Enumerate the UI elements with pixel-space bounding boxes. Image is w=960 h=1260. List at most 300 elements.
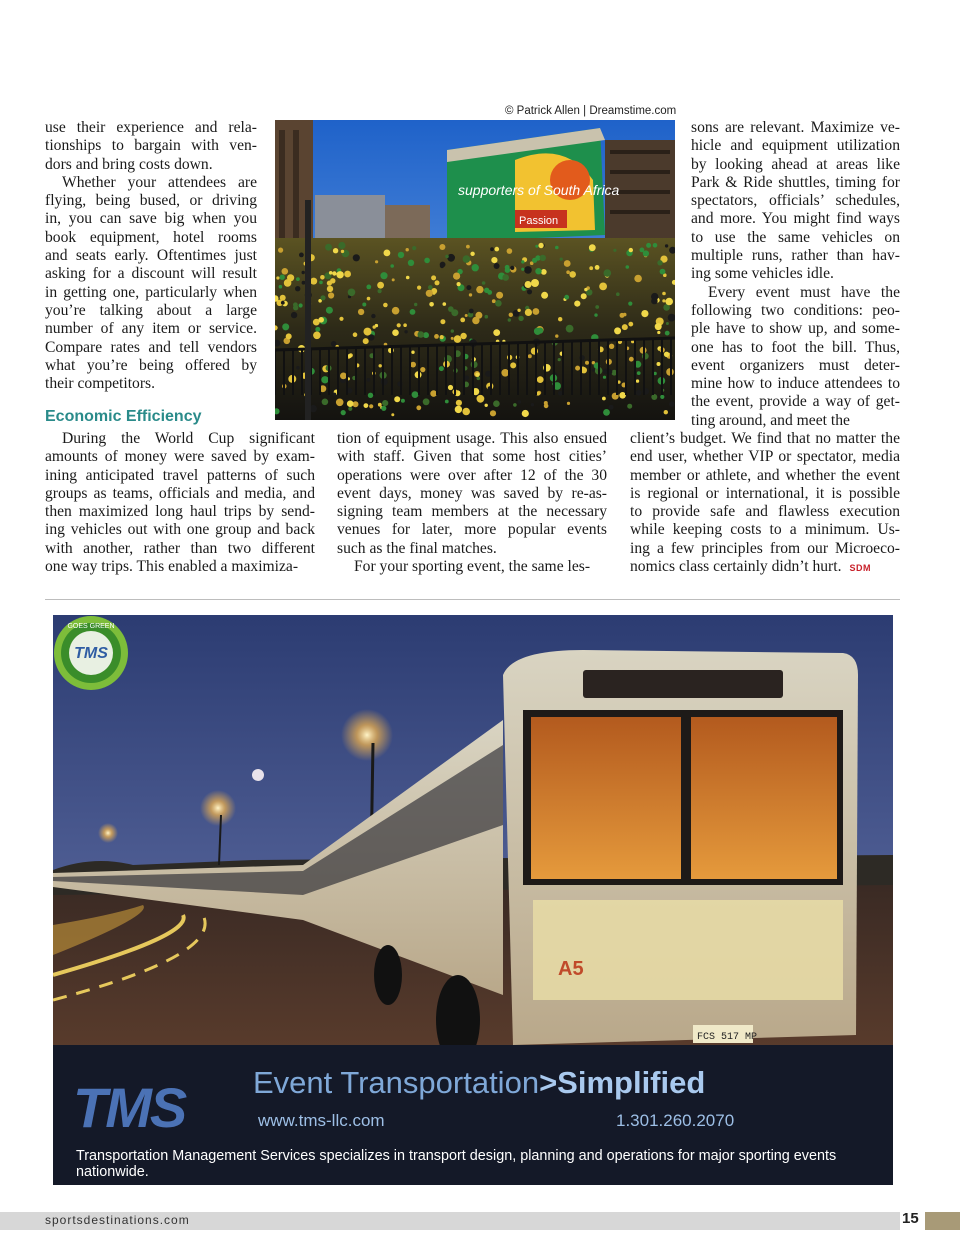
crowd-dot xyxy=(379,364,382,367)
crowd-dot xyxy=(665,298,673,306)
crowd-dot xyxy=(328,292,334,298)
text-line: in getting one, particularly when xyxy=(45,283,257,301)
col1-para3 xyxy=(45,430,315,576)
crowd-dot xyxy=(445,255,449,259)
crowd-dot xyxy=(463,255,471,263)
crowd-dot xyxy=(440,335,444,339)
billboard-text: supporters of South Africa xyxy=(458,182,620,198)
crowd-dot xyxy=(655,323,662,330)
crowd-dot xyxy=(404,330,407,333)
tms-logo: TMS xyxy=(73,1076,186,1139)
text-line: such as the final matches. xyxy=(337,539,497,557)
crowd-dot xyxy=(603,376,606,379)
crowd-dot xyxy=(628,322,633,327)
crowd-dot xyxy=(643,250,649,256)
crowd-dot xyxy=(291,312,297,318)
crowd-dot xyxy=(369,404,373,408)
text-line: use their experience and rela- xyxy=(45,119,257,136)
crowd-dot xyxy=(443,302,447,306)
crowd-dot xyxy=(371,314,375,318)
svg-text:TMS: TMS xyxy=(74,645,108,662)
crowd-dot xyxy=(320,275,325,280)
crowd-dot xyxy=(604,269,612,277)
ad-description: Transportation Management Services specializes in transport design, planning and operations for major sporting events nationwide. xyxy=(76,1148,837,1180)
text-line: signing team members at the necessary xyxy=(337,503,607,521)
text-line: member or athlete, and whether the event xyxy=(630,466,900,484)
crowd-dot xyxy=(366,285,371,290)
crowd-dot xyxy=(477,377,481,381)
crowd-dot xyxy=(313,332,321,340)
crowd-dot xyxy=(403,323,407,327)
crowd-dot xyxy=(495,247,500,252)
crowd-dot xyxy=(319,281,323,285)
crowd-dot xyxy=(616,292,620,296)
text-line: following two conditions: peo- xyxy=(691,301,900,319)
crowd-dot xyxy=(574,301,580,307)
crowd-dot xyxy=(286,333,292,339)
crowd-dot xyxy=(609,405,614,410)
crowd-dot xyxy=(660,395,664,399)
sdm-end-mark: SDM xyxy=(849,563,871,574)
crowd-dot xyxy=(485,315,489,319)
crowd-dot xyxy=(418,331,425,338)
crowd-dot xyxy=(493,400,500,407)
crowd-dot xyxy=(410,309,416,315)
text-line: spectators, officials’ schedules, xyxy=(691,192,900,210)
text-line: nomics class certainly didn’t hurt. SDM xyxy=(630,558,871,576)
crowd-dot xyxy=(466,245,470,249)
crowd-dot xyxy=(482,281,486,285)
crowd-dot xyxy=(394,396,400,402)
crowd-dot xyxy=(634,275,642,283)
crowd-dot xyxy=(348,289,356,297)
crowd-dot xyxy=(367,378,371,382)
crowd-dot xyxy=(475,373,479,377)
crowd-dot xyxy=(490,247,494,251)
bus-route: A5 xyxy=(558,958,584,980)
crowd-dot xyxy=(524,266,532,274)
text-line: by looking ahead at areas like xyxy=(691,155,900,173)
crowd-dot xyxy=(581,293,587,299)
crowd-dot xyxy=(501,369,509,377)
crowd-dot xyxy=(606,369,612,375)
crowd-dot xyxy=(302,281,306,285)
text-line: flying, being bused, or driving xyxy=(45,192,257,210)
crowd-dot xyxy=(508,318,511,321)
crowd-dot xyxy=(525,309,532,316)
crowd-dot xyxy=(430,390,437,397)
col1-para2 xyxy=(45,174,257,394)
crowd-dot xyxy=(517,400,521,404)
crowd-dot xyxy=(665,331,670,336)
billboard-sub: Passion xyxy=(519,215,559,227)
crowd-dot xyxy=(401,399,405,403)
crowd-dot xyxy=(518,316,523,321)
photo-credit: © Patrick Allen | Dreamstime.com xyxy=(505,105,677,117)
text-line: tionships to bargain with ven- xyxy=(45,137,257,155)
text-line: ining anticipated travel patterns of such xyxy=(45,466,315,484)
crowd-dot xyxy=(390,264,394,268)
crowd-dot xyxy=(296,277,300,281)
crowd-dot xyxy=(532,258,537,263)
crowd-dot xyxy=(622,324,628,330)
text-line: client’s budget. We find that no matter the xyxy=(630,430,900,447)
crowd-dot xyxy=(447,254,455,262)
crowd-dot xyxy=(417,286,421,290)
crowd-dot xyxy=(466,285,471,290)
crowd-dot xyxy=(636,379,639,382)
text-line: sons are relevant. Maximize ve- xyxy=(691,119,900,136)
crowd-dot xyxy=(566,270,570,274)
text-line: hicle and equipment utilization xyxy=(691,137,900,155)
crowd-dot xyxy=(398,252,404,258)
crowd-dot xyxy=(541,292,548,299)
crowd-dot xyxy=(465,314,468,317)
crowd-dot xyxy=(382,400,388,406)
crowd-dot xyxy=(392,307,400,315)
text-line: Whether your attendees are xyxy=(62,173,257,191)
ad-tagline-bold: >Simplified xyxy=(539,1065,706,1100)
crowd-dot xyxy=(454,335,462,343)
crowd-dot xyxy=(469,309,474,314)
crowd-dot xyxy=(567,402,570,405)
crowd-dot xyxy=(555,334,558,337)
crowd-dot xyxy=(341,410,346,415)
crowd-dot xyxy=(373,325,376,328)
crowd-dot xyxy=(664,352,669,357)
crowd-dot xyxy=(439,244,445,250)
crowd-dot xyxy=(439,366,444,371)
text-line: event organizers must deter- xyxy=(691,356,900,374)
text-line: ing a few principles from our Microeco- xyxy=(630,539,900,557)
crowd-dot xyxy=(569,271,576,278)
crowd-dot xyxy=(406,248,409,251)
crowd-dot xyxy=(538,243,543,248)
crowd-dot xyxy=(383,303,388,308)
text-line: book equipment, hotel rooms xyxy=(45,228,257,246)
crowd-dot xyxy=(327,286,333,292)
text-line: ple have to show up, and some- xyxy=(691,320,900,338)
crowd-dot xyxy=(377,282,384,289)
text-line: Park & Ride shuttles, timing for xyxy=(691,173,900,191)
crowd-dot xyxy=(460,318,465,323)
crowd-dot xyxy=(540,255,546,261)
crowd-dot xyxy=(651,298,658,305)
crowd-dot xyxy=(280,275,285,280)
crowd-dot xyxy=(347,400,354,407)
crowd-dot xyxy=(295,286,300,291)
text-line: Every event must have the xyxy=(708,283,900,301)
text-line: with staff. Given that some host cities’ xyxy=(337,448,607,466)
crowd-dot xyxy=(469,293,472,296)
crowd-dot xyxy=(662,292,666,296)
text-line: end user, whether VIP or spectator, media xyxy=(630,448,900,466)
crowd-dot xyxy=(364,403,369,408)
crowd-dot xyxy=(657,331,660,334)
crowd-dot xyxy=(507,248,513,254)
ad-url-link[interactable]: www.tms-llc.com xyxy=(258,1111,385,1130)
crowd-dot xyxy=(322,399,329,406)
article-column-1 xyxy=(45,119,257,393)
crowd-dot xyxy=(362,303,366,307)
crowd-dot xyxy=(380,272,387,279)
text-line: operations were over after 12 of the 30 xyxy=(337,466,607,484)
page-tab-decoration xyxy=(925,1212,960,1230)
crowd-dot xyxy=(470,252,474,256)
crowd-dot xyxy=(435,280,440,285)
crowd-dot xyxy=(627,404,632,409)
crowd-dot xyxy=(429,302,434,307)
goes-green-seal-icon xyxy=(53,615,129,691)
crowd-dot xyxy=(502,274,509,281)
crowd-dot xyxy=(363,338,369,344)
text-line: what you’re being offered by xyxy=(45,356,257,374)
section-divider xyxy=(45,599,900,600)
crowd-dot xyxy=(281,301,285,305)
crowd-dot xyxy=(564,295,569,300)
crowd-dot xyxy=(299,303,303,307)
crowd-dot xyxy=(440,319,445,324)
crowd-dot xyxy=(333,393,337,397)
text-line: Compare rates and tell vendors xyxy=(45,338,257,356)
crowd-dot xyxy=(455,406,462,413)
footer-url[interactable]: sportsdestinations.com xyxy=(45,1213,190,1227)
crowd-dot xyxy=(484,288,489,293)
crowd-dot xyxy=(336,271,343,278)
crowd-dot xyxy=(628,302,632,306)
article-column-1-bottom xyxy=(45,430,315,576)
crowd-dot xyxy=(629,248,633,252)
crowd-dot xyxy=(339,317,343,321)
crowd-dot xyxy=(531,403,534,406)
crowd-dot xyxy=(381,378,388,385)
crowd-dot xyxy=(431,275,436,280)
crowd-dot xyxy=(333,248,338,253)
crowd-dot xyxy=(603,409,610,416)
crowd-dot xyxy=(471,361,478,368)
crowd-dot xyxy=(626,265,630,269)
crowd-dot xyxy=(575,366,580,371)
crowd-dot xyxy=(410,362,416,368)
crowd-dot xyxy=(282,323,289,330)
crowd-dot xyxy=(535,245,538,248)
crowd-dot xyxy=(423,398,430,405)
crowd-dot xyxy=(348,354,352,358)
crowd-dot xyxy=(348,407,352,411)
crowd-dot xyxy=(476,286,483,293)
text-line: while keeping costs to a minimum. Us- xyxy=(630,521,900,539)
crowd-dot xyxy=(329,271,333,275)
crowd-dot xyxy=(320,295,325,300)
crowd-dot xyxy=(594,313,597,316)
ad-tagline-light: Event Transportation xyxy=(253,1065,540,1100)
text-line: ing vehicles out with one group and back xyxy=(45,521,315,539)
crowd-dot xyxy=(669,401,675,407)
crowd-dot xyxy=(490,410,496,416)
text-line: and seats early. Oftentimes just xyxy=(45,247,257,265)
crowd-dot xyxy=(535,268,541,274)
crowd-dot xyxy=(595,305,599,309)
crowd-dot xyxy=(560,258,563,261)
text-line: the event, provide a way of get- xyxy=(691,393,900,411)
text-line: ing some vehicles idle. xyxy=(691,265,834,283)
crowd-dot xyxy=(364,328,372,336)
text-line: then maximized long haul trips by send- xyxy=(45,503,315,521)
crowd-dot xyxy=(330,278,335,283)
world-cup-crowd-photo xyxy=(275,120,675,420)
text-line: you’re talking about a large xyxy=(45,301,257,319)
crowd-dot xyxy=(451,329,454,332)
text-line: dors and bring costs down. xyxy=(45,155,213,173)
crowd-dot xyxy=(378,403,382,407)
crowd-dot xyxy=(384,250,391,257)
crowd-dot xyxy=(434,334,439,339)
crowd-dot xyxy=(392,278,395,281)
crowd-dot xyxy=(299,253,304,258)
crowd-dot xyxy=(440,264,444,268)
crowd-dot xyxy=(414,303,417,306)
crowd-dot xyxy=(537,376,544,383)
crowd-dot xyxy=(340,373,347,380)
crowd-dot xyxy=(493,329,500,336)
crowd-dot xyxy=(521,260,524,263)
crowd-dot xyxy=(665,244,668,247)
crowd-dot xyxy=(589,266,593,270)
crowd-dot xyxy=(464,375,469,380)
text-line: one way trips. This enabled a maximiza- xyxy=(45,558,299,576)
crowd-dot xyxy=(541,269,547,275)
article-column-3 xyxy=(691,119,900,430)
crowd-dot xyxy=(602,397,606,401)
article-column-3-bottom xyxy=(630,430,900,577)
crowd-dot xyxy=(637,371,641,375)
crowd-dot xyxy=(451,309,458,316)
crowd-dot xyxy=(510,266,514,270)
text-line: to use the same vehicles on xyxy=(691,228,900,246)
crowd-dot xyxy=(495,300,502,307)
crowd-dot xyxy=(412,391,419,398)
crowd-dot xyxy=(332,271,336,275)
text-line: venues for later, more popular events xyxy=(337,521,607,539)
crowd-dot xyxy=(287,274,294,281)
crowd-dot xyxy=(315,327,320,332)
crowd-dot xyxy=(592,369,595,372)
crowd-dot xyxy=(391,413,394,416)
crowd-dot xyxy=(406,276,410,280)
crowd-dot xyxy=(662,299,665,302)
text-line: groups as teams, officials and media, and xyxy=(45,484,315,502)
col3-para2 xyxy=(691,284,900,430)
crowd-dot xyxy=(537,328,543,334)
crowd-dot xyxy=(566,325,574,333)
crowd-dot xyxy=(296,366,300,370)
crowd-dot xyxy=(375,260,378,263)
crowd-dot xyxy=(522,410,529,417)
crowd-dot xyxy=(642,353,649,360)
crowd-dot xyxy=(544,404,549,409)
text-line: their competitors. xyxy=(45,375,155,393)
bus-plate: FCS 517 MP xyxy=(697,1032,758,1043)
crowd-dot xyxy=(367,297,371,301)
crowd-dot xyxy=(420,367,425,372)
crowd-dot xyxy=(555,246,559,250)
crowd-dot xyxy=(302,271,305,274)
crowd-dot xyxy=(584,288,587,291)
crowd-dot xyxy=(331,341,337,347)
crowd-dot xyxy=(641,310,648,317)
crowd-dot xyxy=(505,265,510,270)
crowd-dot xyxy=(496,292,503,299)
crowd-dot xyxy=(653,243,658,248)
text-line: to provide safe and flawless execution xyxy=(630,503,900,521)
crowd-dot xyxy=(456,400,462,406)
crowd-dot xyxy=(657,362,661,366)
crowd-dot xyxy=(353,254,360,261)
crowd-dot xyxy=(460,333,466,339)
text-line: mine how to induce attendees to xyxy=(691,375,900,393)
crowd-dot xyxy=(462,408,470,416)
crowd-dot xyxy=(531,279,539,287)
crowd-dot xyxy=(589,244,596,251)
crowd-dot xyxy=(392,329,399,336)
crowd-dot xyxy=(527,289,532,294)
crowd-dot xyxy=(528,354,532,358)
crowd-dot xyxy=(358,309,364,315)
crowd-dot xyxy=(416,405,421,410)
crowd-dot xyxy=(533,308,540,315)
crowd-dot xyxy=(629,357,634,362)
crowd-dot xyxy=(353,332,358,337)
crowd-dot xyxy=(336,399,344,407)
crowd-dot xyxy=(426,290,433,297)
crowd-dot xyxy=(595,265,600,270)
crowd-dot xyxy=(318,317,324,323)
text-line: multiple runs, rather than hav- xyxy=(691,247,900,265)
crowd-dot xyxy=(445,400,449,404)
crowd-dot xyxy=(477,395,485,403)
col2-para1 xyxy=(337,430,607,558)
text-line: event days, money was saved by re-as- xyxy=(337,484,607,502)
crowd-dot xyxy=(397,323,401,327)
crowd-dot xyxy=(428,285,433,290)
crowd-dot xyxy=(282,268,289,275)
crowd-dot xyxy=(453,273,460,280)
crowd-dot xyxy=(472,264,479,271)
crowd-dot xyxy=(509,313,513,317)
crowd-dot xyxy=(381,406,386,411)
crowd-dot xyxy=(564,260,571,267)
col3-para1 xyxy=(691,119,900,284)
text-line: tion of equipment usage. This also ensued xyxy=(337,430,607,447)
crowd-dot xyxy=(494,263,500,269)
tms-advertisement[interactable] xyxy=(53,615,893,1185)
crowd-dot xyxy=(558,358,561,361)
text-line: and more. You might find ways xyxy=(691,210,900,228)
crowd-dot xyxy=(378,289,382,293)
crowd-dot xyxy=(657,260,662,265)
crowd-dot xyxy=(412,246,416,250)
crowd-dot xyxy=(475,312,482,319)
crowd-dot xyxy=(613,249,616,252)
crowd-dot xyxy=(525,281,532,288)
crowd-dot xyxy=(646,243,651,248)
crowd-dot xyxy=(609,344,614,349)
crowd-dot xyxy=(325,244,332,251)
crowd-dot xyxy=(321,376,328,383)
crowd-dot xyxy=(485,404,488,407)
crowd-dot xyxy=(278,248,283,253)
crowd-dot xyxy=(660,269,666,275)
